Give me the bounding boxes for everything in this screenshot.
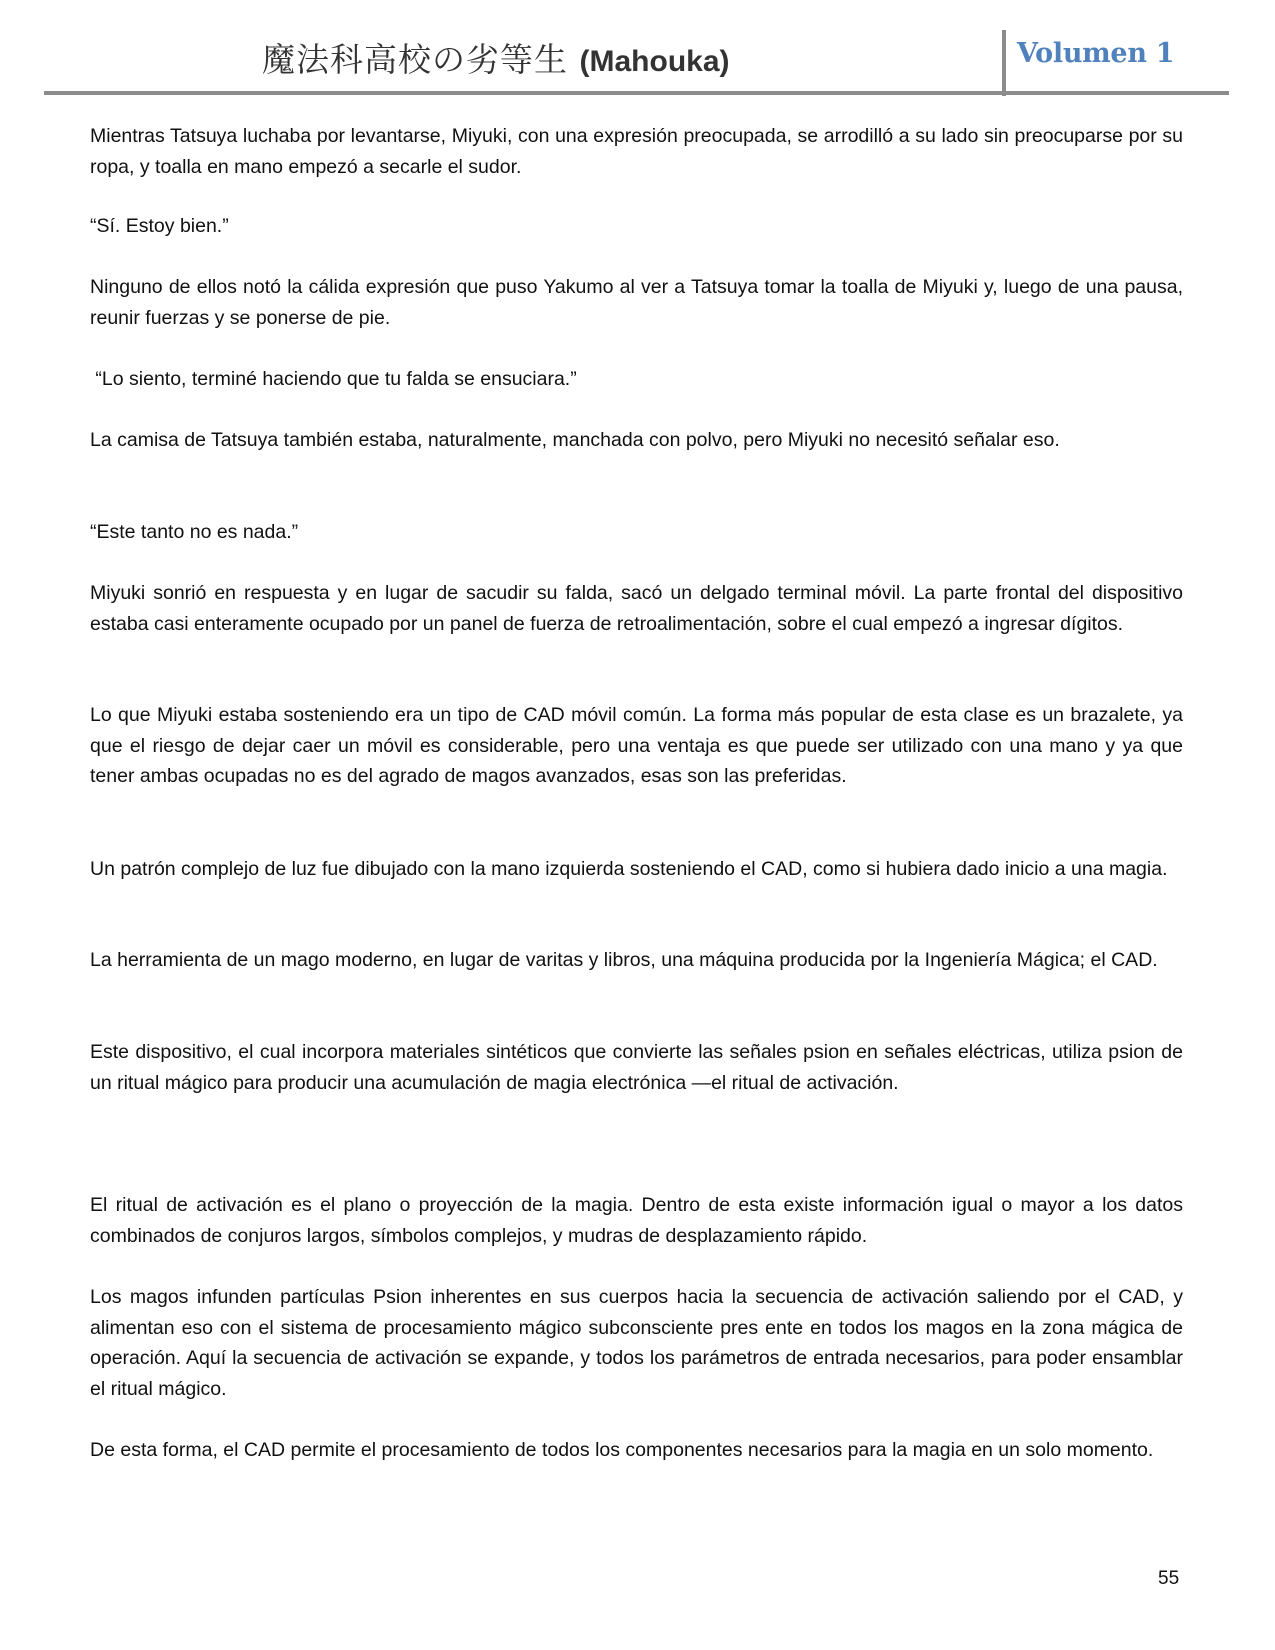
header-volume-label: Volumen 1 <box>1017 38 1175 69</box>
paragraph: Este dispositivo, el cual incorpora materiales sintéticos que convierte las señales psion en señales eléctricas, utiliza psion de un ritual mágico para producir una acumulación de magia electrónica —el ritual de activación. <box>90 1041 1183 1094</box>
paragraph: Los magos infunden partículas Psion inherentes en sus cuerpos hacia la secuencia de activación saliendo por el CAD, y alimentan eso con el sistema de procesamiento mágico subconsciente pres ente en todos los magos en la zona mágica de operación. Aquí la secuencia de activación se expande, y todos los parámetros de entrada necesarios, para poder ensamblar el ritual mágico. <box>90 1286 1183 1400</box>
paragraph: La camisa de Tatsuya también estaba, naturalmente, manchada con polvo, pero Miyuki no necesitó señalar eso. <box>90 429 1060 451</box>
running-header-title <box>262 34 762 81</box>
paragraph: La herramienta de un mago moderno, en lugar de varitas y libros, una máquina producida por la Ingeniería Mágica; el CAD. <box>90 949 1158 971</box>
header-title-japanese: 魔法科高校の劣等生 <box>262 40 568 79</box>
paragraph: “Sí. Estoy bien.” <box>90 215 229 237</box>
paragraph: De esta forma, el CAD permite el procesamiento de todos los componentes necesarios para la magia en un solo momento. <box>90 1439 1154 1461</box>
header-vertical-divider <box>1002 30 1006 96</box>
page-number: 55 <box>1158 1568 1180 1589</box>
paragraph: Un patrón complejo de luz fue dibujado con la mano izquierda sosteniendo el CAD, como si hubiera dado inicio a una magia. <box>90 858 1168 880</box>
paragraph: Ninguno de ellos notó la cálida expresión que puso Yakumo al ver a Tatsuya tomar la toalla de Miyuki y, luego de una pausa, reunir fuerzas y se ponerse de pie. <box>90 276 1183 329</box>
paragraph: “Este tanto no es nada.” <box>90 521 299 543</box>
paragraph: Miyuki sonrió en respuesta y en lugar de sacudir su falda, sacó un delgado terminal móvil. La parte frontal del dispositivo estaba casi enteramente ocupado por un panel de fuerza de retroalimentación, sobre el cual empezó a ingresar dígitos. <box>90 582 1183 635</box>
paragraph: “Lo siento, terminé haciendo que tu falda se ensuciara.” <box>90 368 577 390</box>
paragraph: Lo que Miyuki estaba sosteniendo era un tipo de CAD móvil común. La forma más popular de esta clase es un brazalete, ya que el riesgo de dejar caer un móvil es considerable, pero una ventaja es que puede ser utilizado con una mano y ya que tener ambas ocupadas no es del agrado de magos avanzados, esas son las preferidas. <box>90 704 1183 787</box>
header-horizontal-rule <box>44 91 1229 95</box>
paragraph: El ritual de activación es el plano o proyección de la magia. Dentro de esta existe información igual o mayor a los datos combinados de conjuros largos, símbolos complejos, y mudras de desplazamiento rápido. <box>90 1194 1183 1247</box>
paragraph: Mientras Tatsuya luchaba por levantarse, Miyuki, con una expresión preocupada, se arrodilló a su lado sin preocuparse por su ropa, y toalla en mano empezó a secarle el sudor. <box>90 125 1183 178</box>
header-title-latin: (Mahouka) <box>579 45 730 78</box>
